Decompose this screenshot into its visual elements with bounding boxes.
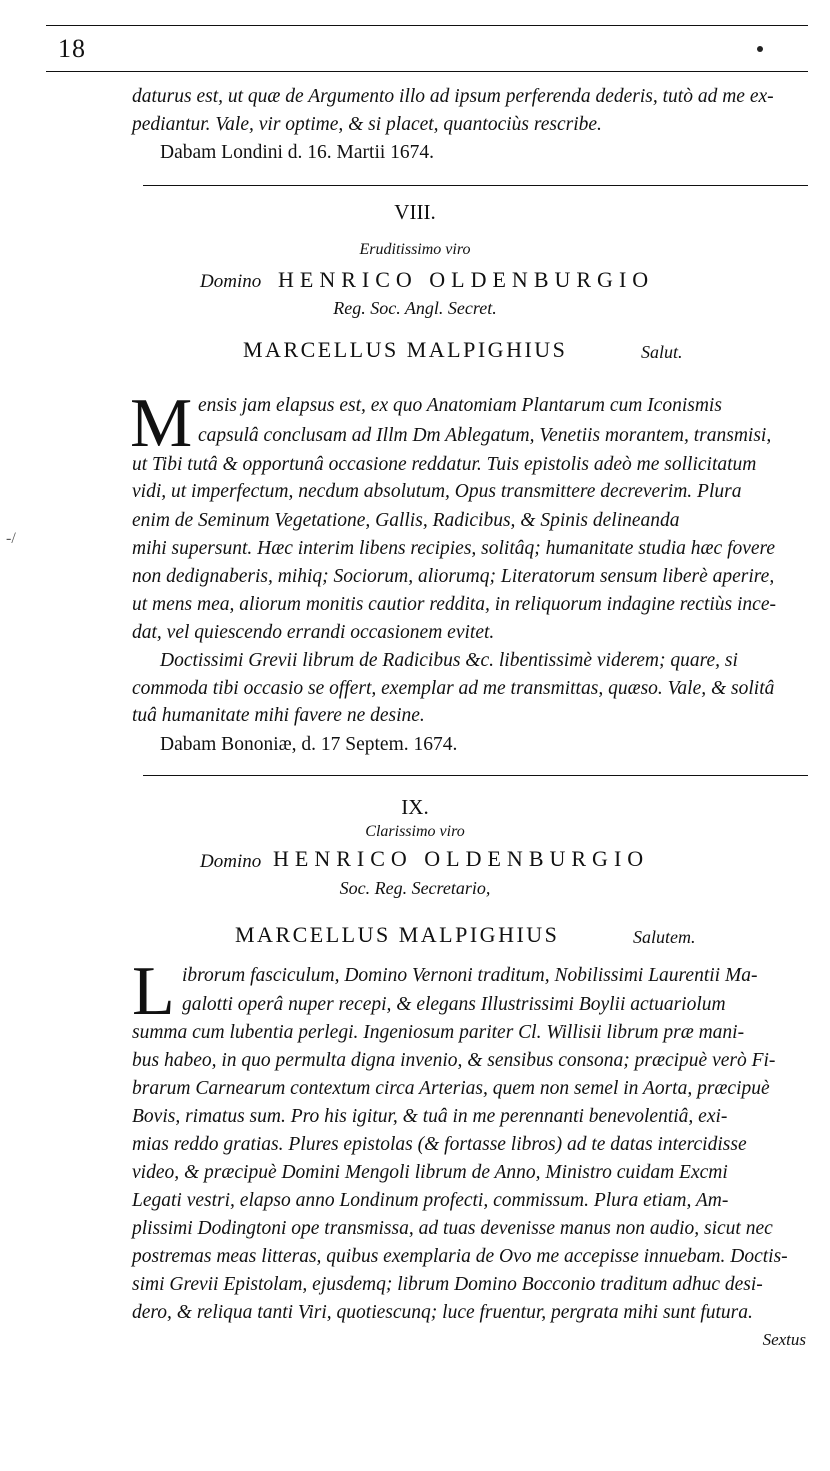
body-line: ut mens mea, aliorum monitis cautior reddita, in reliquorum indagine rectiùs ince-: [132, 594, 776, 615]
date-line: Dabam Londini d. 16. Martii 1674.: [160, 142, 435, 163]
letter-number: IX.: [401, 795, 429, 819]
body-line: dero, & reliqua tanti Viri, quotiescunq; luce fruentur, pergrata mihi sunt futura.: [132, 1302, 753, 1323]
header-rule-top: [46, 25, 808, 26]
body-line: postremas meas litteras, quibus exemplaria de Ovo me accepisse innuebam. Doctis-: [132, 1246, 788, 1267]
body-line: pediantur. Vale, vir optime, & si placet, quantociùs rescribe.: [132, 114, 602, 135]
body-line: bus habeo, in quo permulta digna invenio, & sensibus consona; præcipuè verò Fi-: [132, 1050, 776, 1071]
body-line: dat, vel quiescendo errandi occasionem evitet.: [132, 622, 495, 643]
body-line: summa cum lubentia perlegi. Ingeniosum pariter Cl. Willisii librum præ mani-: [132, 1022, 745, 1043]
addressee: HENRICO OLDENBURGIO: [278, 267, 655, 292]
header-rule-bottom: [46, 71, 808, 72]
body-line: brarum Carnearum contextum circa Arterias, quem non semel in Aorta, præcipuè: [132, 1078, 770, 1099]
addressee-title: Soc. Reg. Secretario,: [339, 878, 491, 898]
salutation: Clarissimo viro: [365, 823, 465, 840]
body-line: vidi, ut imperfectum, necdum absolutum, Opus transmittere decreverim. Plura: [132, 481, 742, 502]
body-line: daturus est, ut quæ de Argumento illo ad ipsum perferenda dederis, tutò ad me ex-: [132, 86, 774, 107]
body-line: galotti operâ nuper recepi, & elegans Illustrissimi Boylii actuariolum: [182, 994, 726, 1015]
body-line: Bovis, rimatus sum. Pro his igitur, & tuâ in me perennanti benevolentiâ, exi-: [132, 1106, 728, 1127]
body-line: plissimi Dodingtoni ope transmissa, ad tuas devenisse manus non audio, sicut nec: [132, 1218, 773, 1239]
body-line: capsulâ conclusam ad Illm Dm Ablegatum, Venetiis morantem, transmisi,: [198, 425, 772, 446]
body-line: non dedignaberis, mihiq; Sociorum, aliorumq; Literatorum sensum liberè aperire,: [132, 566, 775, 587]
page-number: 18: [58, 34, 86, 63]
body-line: ut Tibi tutâ & opportunâ occasione reddatur. Tuis epistolis adeò me sollicitatum: [132, 454, 757, 475]
body-line: Legati vestri, elapso anno Londinum profecti, commissum. Plura etiam, Am-: [132, 1190, 729, 1211]
body-line: ensis jam elapsus est, ex quo Anatomiam Plantarum cum Iconismis: [198, 395, 722, 416]
body-line: simi Grevii Epistolam, ejusdemq; librum Domino Bocconio traditum adhuc desi-: [132, 1274, 763, 1295]
body-line: mihi supersunt. Hæc interim libens recipies, solitâq; humanitate studia hæc fovere: [132, 538, 776, 559]
body-line: ibrorum fasciculum, Domino Vernoni traditum, Nobilissimi Laurentii Ma-: [182, 965, 758, 986]
greeting: Salut.: [641, 342, 683, 362]
drop-capital: M: [130, 385, 193, 462]
addressee-title: Reg. Soc. Angl. Secret.: [333, 298, 497, 318]
letter-number: VIII.: [394, 200, 436, 224]
greeting: Salutem.: [633, 927, 696, 947]
section-divider: [143, 185, 808, 186]
body-line: commoda tibi occasio se offert, exemplar ad me transmittas, quæso. Vale, & solitâ: [132, 678, 775, 699]
body-line: video, & præcipuè Domini Mengoli librum de Anno, Ministro cuidam Excmi: [132, 1162, 728, 1183]
salutation: Eruditissimo viro: [359, 241, 471, 258]
body-line: mias reddo gratias. Plures epistolas (& fortasse libros) ad te datas intercidisse: [132, 1134, 747, 1155]
sender: MARCELLUS MALPIGHIUS: [235, 922, 560, 947]
body-line: enim de Seminum Vegetatione, Gallis, Radicibus, & Spinis delineanda: [132, 510, 680, 531]
body-line: Doctissimi Grevii librum de Radicibus &c. libentissimè viderem; quare, si: [160, 650, 738, 671]
drop-capital: L: [132, 953, 175, 1030]
printer-dot: [757, 46, 763, 52]
section-divider: [143, 775, 808, 776]
domino-label: Domino: [200, 271, 262, 292]
sender: MARCELLUS MALPIGHIUS: [243, 337, 568, 362]
body-line: tuâ humanitate mihi favere ne desine.: [132, 705, 425, 726]
catchword: Sextus: [762, 1330, 806, 1349]
domino-label: Domino: [200, 851, 262, 872]
date-line: Dabam Bononiæ, d. 17 Septem. 1674.: [160, 734, 458, 755]
addressee: HENRICO OLDENBURGIO: [273, 846, 650, 871]
margin-mark: -/: [6, 530, 16, 547]
